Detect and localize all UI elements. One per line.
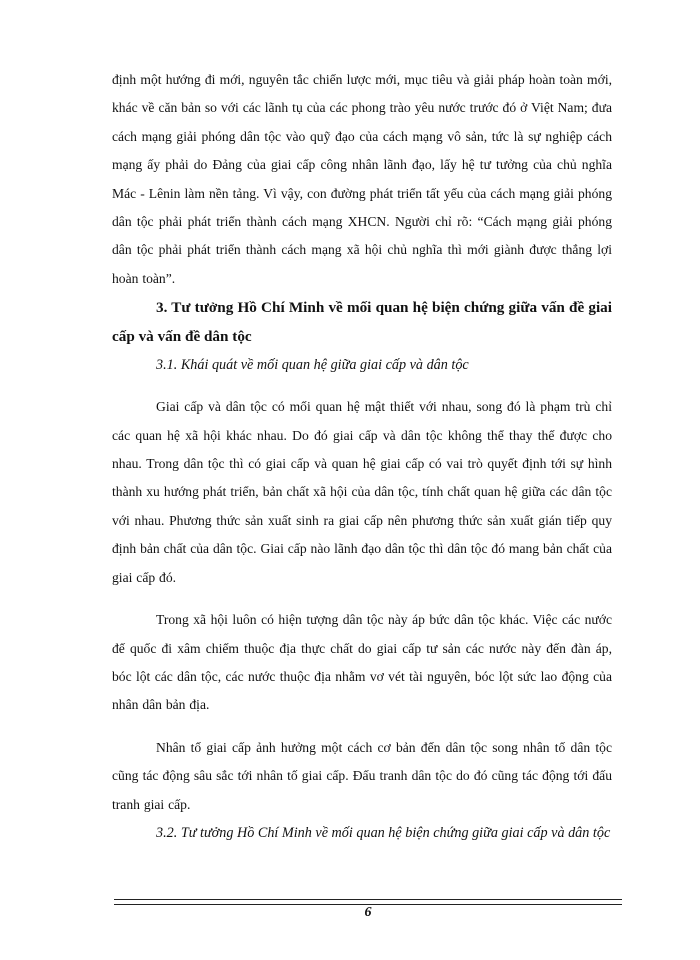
subsection-heading-3-2: 3.2. Tư tưởng Hồ Chí Minh về mối quan hệ biện chứng giữa giai cấp và dân tộc — [156, 824, 611, 841]
page-number: 6 — [364, 905, 372, 920]
paragraph-national-oppression: Trong xã hội luôn có hiện tượng dân tộc này áp bức dân tộc khác. Việc các nước đế quốc đi xâm chiếm thuộc địa thực chất do giai cấp tư sản các nước này đến đàn áp, bóc lột các dân tộc, các nước thuộc địa nhằm vơ vét tài nguyên, bóc lột sức lao động của nhân dân bản địa. — [112, 612, 612, 713]
page-content — [112, 66, 612, 848]
paragraph-class-nation-relation: Giai cấp và dân tộc có mối quan hệ mật thiết với nhau, song đó là phạm trù chỉ các quan hệ xã hội khác nhau. Do đó giai cấp và dân tộc không thể thay thế được cho nhau. Trong dân tộc thì có giai cấp và quan hệ giai cấp có vai trò quyết định tới sự hình thành xu hướng phát triển, bản chất xã hội của dân tộc, tính chất quan hệ giữa các dân tộc với nhau. Phương thức sản xuất sinh ra giai cấp nên phương thức sản xuất gián tiếp quy định bản chất của dân tộc. Giai cấp nào lãnh đạo dân tộc thì dân tộc đó mang bản chất của giai cấp đó. — [112, 399, 612, 585]
paragraph-class-factor: Nhân tố giai cấp ảnh hưởng một cách cơ bản đến dân tộc song nhân tố dân tộc cũng tác động sâu sắc tới nhân tố giai cấp. Đấu tranh dân tộc do đó cũng tác động tới đấu tranh giai cấp. — [112, 739, 612, 812]
paragraph-continuation: định một hướng đi mới, nguyên tắc chiến lược mới, mục tiêu và giải pháp hoàn toàn mới, khác về căn bản so với các lãnh tụ của các phong trào yêu nước trước đó ở Việt Nam; đưa cách mạng giải phóng dân tộc vào quỹ đạo của cách mạng vô sản, tức là sự nghiệp cách mạng ấy phải do Đảng của giai cấp công nhân lãnh đạo, lấy hệ tư tưởng của chủ nghĩa Mác - Lênin làm nền tảng. Vì vậy, con đường phát triển tất yếu của cách mạng giải phóng dân tộc phải phát triển thành cách mạng XHCN. Người chỉ rõ: “Cách mạng giải phóng dân tộc phải phát triển thành cách mạng xã hội chủ nghĩa thì mới giành được thắng lợi hoàn toàn”. — [112, 72, 612, 286]
subsection-heading-3-1: 3.1. Khái quát về mối quan hệ giữa giai cấp và dân tộc — [156, 357, 469, 374]
section-heading-3: 3. Tư tưởng Hồ Chí Minh về mối quan hệ biện chứng giữa vấn đề giai cấp và vấn đề dân tộc — [112, 299, 612, 346]
